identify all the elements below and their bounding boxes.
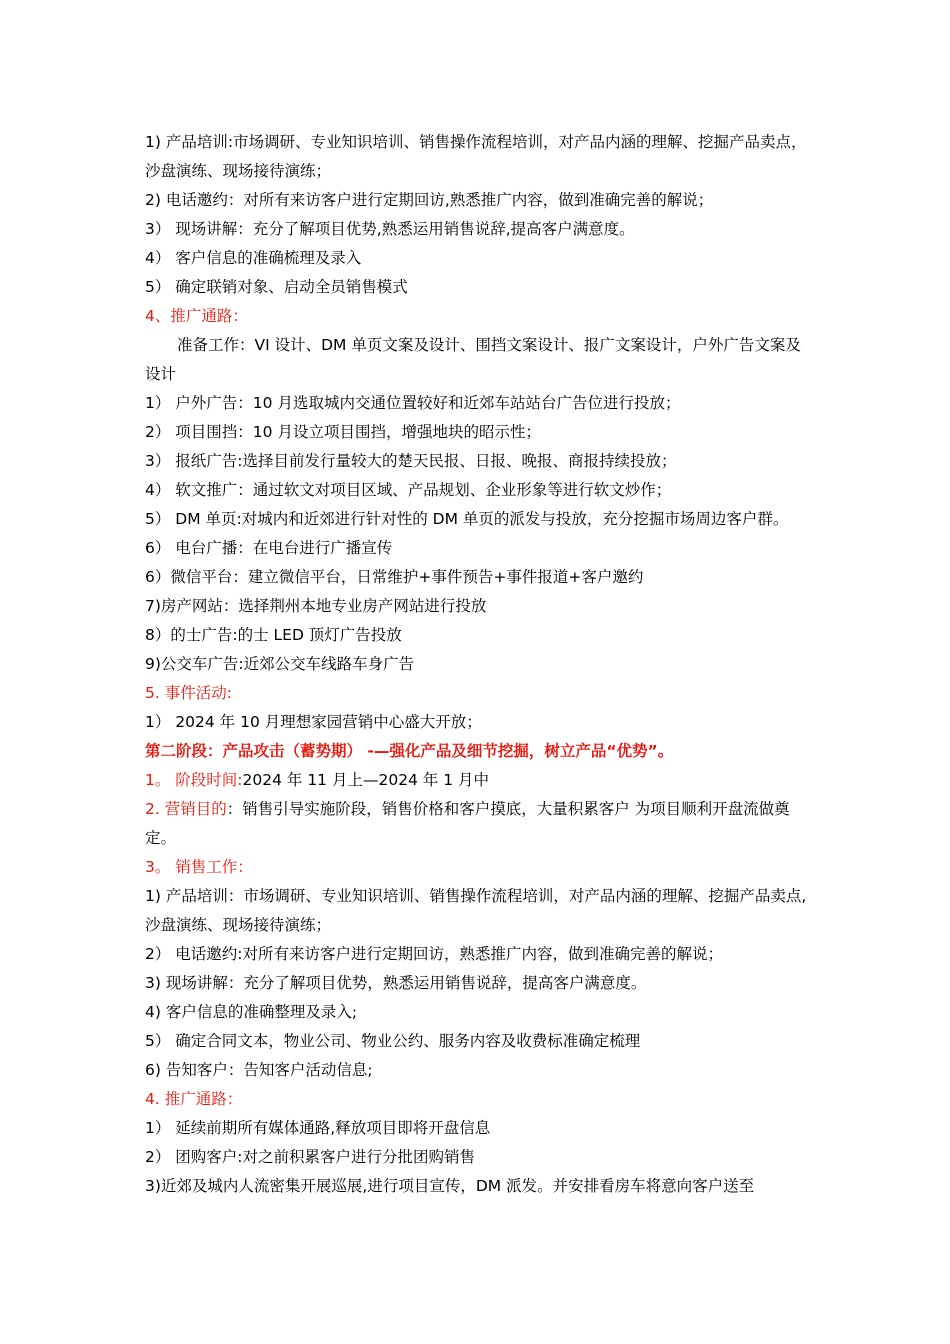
list-item: 6） 电台广播：在电台进行广播宣传 <box>145 539 393 557</box>
list-item: 9)公交车广告:近郊公交车线路车身广告 <box>145 655 415 673</box>
stage-time-value: 2024 年 11 月上—2024 年 1 月中 <box>242 771 490 789</box>
list-item: 8）的士广告:的士 LED 顶灯广告投放 <box>145 626 402 644</box>
list-item: 1） 户外广告：10 月选取城内交通位置较好和近郊车站站台广告位进行投放； <box>145 394 681 412</box>
list-item: 5） 确定合同文本，物业公司、物业公约、服务内容及收费标准确定梳理 <box>145 1032 641 1050</box>
section-heading: 3。 销售工作： <box>145 858 253 876</box>
marketing-goal-label: 2. 营销目的 <box>145 800 227 818</box>
list-item: 1） 延续前期所有媒体通路,释放项目即将开盘信息 <box>145 1119 491 1137</box>
list-item: 4） 软文推广：通过软文对项目区域、产品规划、企业形象等进行软文炒作； <box>145 481 672 499</box>
stage-time-label: 1。 阶段时间: <box>145 771 243 789</box>
list-item: 2） 电话邀约:对所有来访客户进行定期回访，熟悉推广内容，做到准确完善的解说； <box>145 945 724 963</box>
section-heading: 4. 推广通路： <box>145 1090 243 1108</box>
list-item: 1) 产品培训:市场调研、专业知识培训、销售操作流程培训，对产品内涵的理解、挖掘产品卖点，沙盘演练、现场接待演练； <box>145 133 807 180</box>
list-item: 6）微信平台：建立微信平台，日常维护+事件预告+事件报道+客户邀约 <box>145 568 644 586</box>
stage-heading: 第二阶段：产品攻击（蓄势期） -—强化产品及细节挖掘，树立产品“优势”。 <box>145 742 674 760</box>
list-item: 1） 2024 年 10 月理想家园营销中心盛大开放； <box>145 713 482 731</box>
document-body <box>145 128 810 1201</box>
list-item: 3） 现场讲解：充分了解项目优势,熟悉运用销售说辞,提高客户满意度。 <box>145 220 635 238</box>
list-item: 2） 团购客户:对之前积累客户进行分批团购销售 <box>145 1148 476 1166</box>
list-item: 5） 确定联销对象、启动全员销售模式 <box>145 278 408 296</box>
list-item: 4) 客户信息的准确整理及录入; <box>145 1003 358 1021</box>
list-item: 3) 现场讲解：充分了解项目优势，熟悉运用销售说辞，提高客户满意度。 <box>145 974 647 992</box>
list-item: 1) 产品培训：市场调研、专业知识培训、销售操作流程培训，对产品内涵的理解、挖掘产品卖点,沙盘演练、现场接待演练； <box>145 887 807 934</box>
marketing-goal <box>145 795 810 853</box>
list-item: 3） 报纸广告:选择目前发行量较大的楚天民报、日报、晚报、商报持续投放； <box>145 452 677 470</box>
list-item: 2） 项目围挡：10 月设立项目围挡，增强地块的昭示性； <box>145 423 541 441</box>
list-item: 3)近郊及城内人流密集开展巡展,进行项目宣传，DM 派发。并安排看房车将意向客户送至 <box>145 1177 755 1195</box>
list-item: 6) 告知客户：告知客户活动信息; <box>145 1061 373 1079</box>
marketing-goal-value: ：销售引导实施阶段，销售价格和客户摸底，大量积累客户 为项目顺利开盘流做奠定。 <box>145 800 790 847</box>
stage-time <box>145 766 810 795</box>
paragraph: 准备工作：VI 设计、DM 单页文案及设计、围挡文案设计、报广文案设计，户外广告文案及设计 <box>145 336 801 383</box>
section-heading: 5. 事件活动: <box>145 684 232 702</box>
section-heading: 4、推广通路： <box>145 307 248 325</box>
list-item: 7)房产网站：选择荆州本地专业房产网站进行投放 <box>145 597 487 615</box>
list-item: 5） DM 单页:对城内和近郊进行针对性的 DM 单页的派发与投放，充分挖掘市场周边客户群。 <box>145 510 789 528</box>
list-item: 4） 客户信息的准确梳理及录入 <box>145 249 362 267</box>
list-item: 2) 电话邀约：对所有来访客户进行定期回访,熟悉推广内容，做到准确完善的解说； <box>145 191 714 209</box>
